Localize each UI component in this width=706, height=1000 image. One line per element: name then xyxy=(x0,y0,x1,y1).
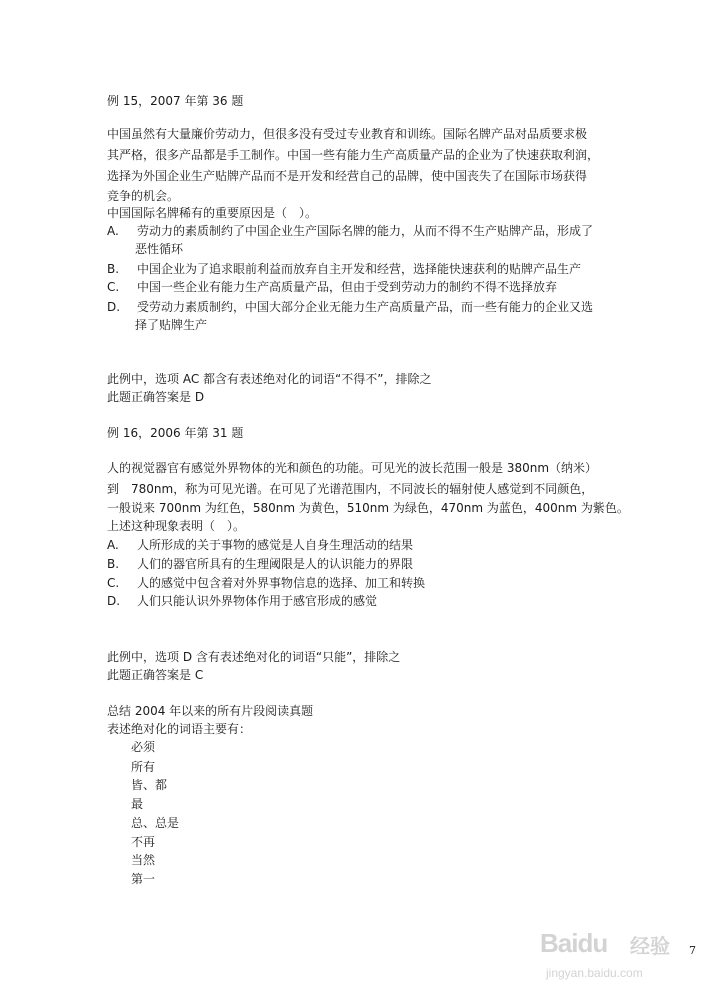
option-text: 中国企业为了追求眼前利益而放弃自主开发和经营，选择能快速获利的贴牌产品生产 xyxy=(137,262,582,276)
example-16-option-b xyxy=(107,555,413,573)
page-number: 7 xyxy=(689,944,696,957)
baidu-jingyan-watermark xyxy=(540,920,690,990)
watermark-tag: 经验 xyxy=(630,934,670,958)
example-16-passage-line-3: 一般说来 700nm 为红色，580nm 为黄色，510nm 为绿色，470nm 为蓝色，400nm 为紫色。 xyxy=(107,501,629,515)
option-letter: D. xyxy=(107,300,121,314)
summary-heading: 总结 2004 年以来的所有片段阅读真题 xyxy=(107,704,314,718)
absolute-word-item: 皆、都 xyxy=(131,778,168,792)
example-15-option-a xyxy=(107,222,593,240)
example-15-analysis: 此例中，选项 AC 都含有表述绝对化的词语“不得不”，排除之 xyxy=(107,372,432,386)
example-15-option-b xyxy=(107,260,581,278)
watermark-logo: Baidu xyxy=(540,928,608,958)
example-15-question: 中国国际名牌稀有的重要原因是（ ）。 xyxy=(107,206,318,220)
option-letter: B. xyxy=(107,557,120,571)
example-15-passage-line-3: 选择为外国企业生产贴牌产品而不是开发和经营自己的品牌，使中国丧失了在国际市场获得 xyxy=(107,169,588,183)
example-15-answer: 此题正确答案是 D xyxy=(107,390,205,404)
example-16-option-a xyxy=(107,536,413,554)
example-16-question: 上述这种现象表明（ ）。 xyxy=(107,519,246,533)
example-16-analysis: 此例中，选项 D 含有表述绝对化的词语“只能”，排除之 xyxy=(107,650,401,664)
example-15-passage-line-4: 竞争的机会。 xyxy=(107,189,180,203)
absolute-word-item: 必须 xyxy=(131,740,156,754)
example-16-passage-line-1: 人的视觉器官有感觉外界物体的光和颜色的功能。可见光的波长范围一般是 380nm（纳米） xyxy=(107,461,598,475)
option-text: 劳动力的素质制约了中国企业生产国际名牌的能力，从而不得不生产贴牌产品，形成了 xyxy=(137,224,594,238)
option-text: 人的感觉中包含着对外界事物信息的选择、加工和转换 xyxy=(137,576,426,590)
option-text: 人们的器官所具有的生理阈限是人的认识能力的界限 xyxy=(137,557,414,571)
absolute-word-item: 当然 xyxy=(131,853,156,867)
example-15-passage-line-2: 其严格，很多产品都是手工制作。中国一些有能力生产高质量产品的企业为了快速获取利润， xyxy=(107,148,600,162)
example-15-option-a-cont: 恶性循环 xyxy=(135,242,184,256)
option-text: 人们只能认识外界物体作用于感官形成的感觉 xyxy=(137,594,378,608)
option-letter: A. xyxy=(107,538,119,552)
summary-intro: 表述绝对化的词语主要有： xyxy=(107,722,252,736)
example-15-option-d-cont: 择了贴牌生产 xyxy=(135,318,208,332)
absolute-word-item: 所有 xyxy=(131,760,156,774)
example-15-passage-line-1: 中国虽然有大量廉价劳动力，但很多没有受过专业教育和训练。国际名牌产品对品质要求极 xyxy=(107,127,588,141)
example-16-title: 例 16，2006 年第 31 题 xyxy=(107,426,244,440)
option-letter: C. xyxy=(107,280,120,294)
example-15-option-d xyxy=(107,298,593,316)
option-letter: B. xyxy=(107,262,120,276)
example-16-option-d xyxy=(107,592,377,610)
example-15-option-c xyxy=(107,278,557,296)
example-16-option-c xyxy=(107,574,425,592)
example-15-title: 例 15，2007 年第 36 题 xyxy=(107,94,244,108)
absolute-word-item: 第一 xyxy=(131,872,156,886)
watermark-url: jingyan.baidu.com xyxy=(546,966,643,980)
option-text: 人所形成的关于事物的感觉是人自身生理活动的结果 xyxy=(137,538,414,552)
absolute-word-item: 最 xyxy=(131,797,144,811)
option-letter: C. xyxy=(107,576,120,590)
absolute-word-item: 不再 xyxy=(131,835,156,849)
option-letter: D. xyxy=(107,594,121,608)
example-16-passage-line-2: 到 780nm，称为可见光谱。在可见了光谱范围内，不同波长的辐射使人感觉到不同颜色， xyxy=(107,482,594,496)
absolute-word-item: 总、总是 xyxy=(131,816,180,830)
option-text: 受劳动力素质制约，中国大部分企业无能力生产高质量产品，而一些有能力的企业又选 xyxy=(137,300,594,314)
option-letter: A. xyxy=(107,224,119,238)
option-text: 中国一些企业有能力生产高质量产品，但由于受到劳动力的制约不得不选择放弃 xyxy=(137,280,558,294)
example-16-answer: 此题正确答案是 C xyxy=(107,668,204,682)
